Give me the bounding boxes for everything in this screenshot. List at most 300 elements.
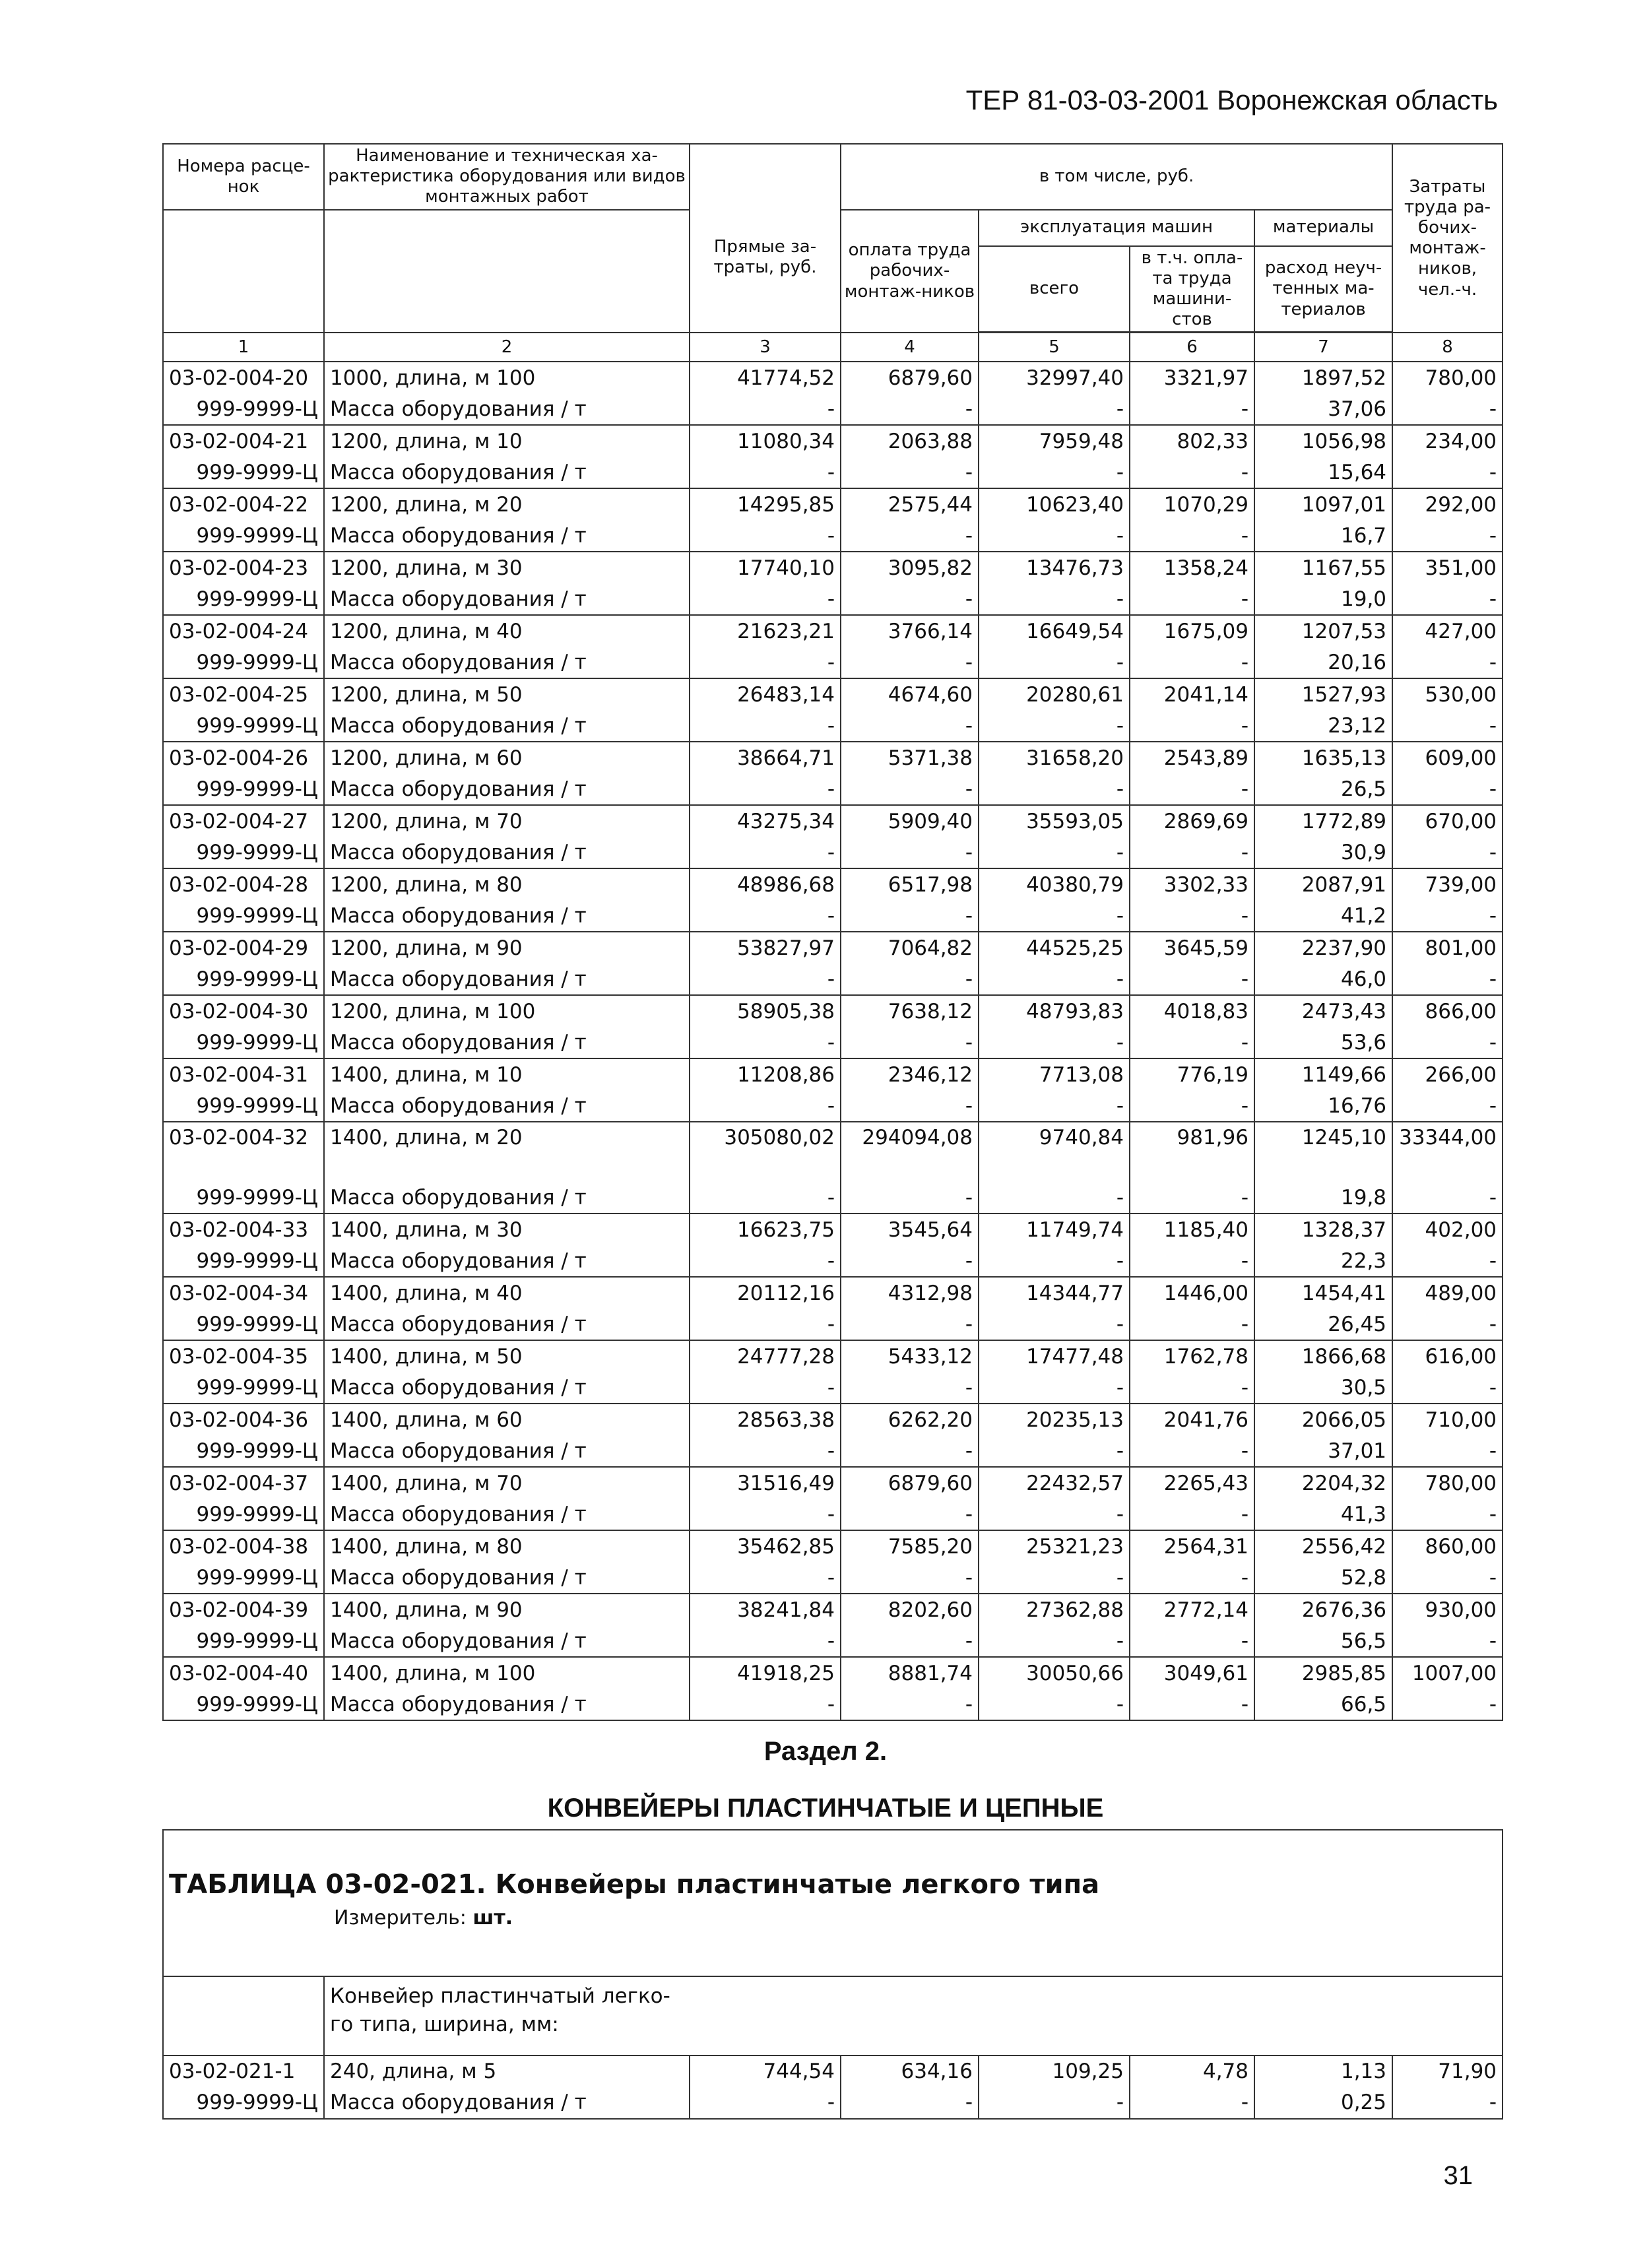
labor-pay: -: [841, 1499, 979, 1530]
rate-code: 03-02-004-21: [163, 425, 324, 457]
direct-costs: 31516,49: [690, 1467, 841, 1499]
table2-description: [324, 1976, 1503, 2056]
table-row: [163, 1214, 1503, 1245]
materials: 2087,91: [1254, 868, 1392, 900]
materials: 19,8: [1254, 1182, 1392, 1214]
table-row: [163, 425, 1503, 457]
material-name: Масса оборудования / т: [324, 1182, 690, 1214]
rate-code: 03-02-004-27: [163, 805, 324, 837]
table-row: [163, 900, 1503, 932]
labor-pay: 6262,20: [841, 1404, 979, 1435]
machines-total: -: [979, 710, 1130, 742]
labor-pay: -: [841, 1182, 979, 1214]
header-material-codes-cell: [163, 210, 324, 333]
machines-labor: -: [1130, 393, 1254, 425]
materials: 2985,85: [1254, 1657, 1392, 1689]
col-num: 5: [979, 333, 1130, 362]
col-num: 7: [1254, 333, 1392, 362]
materials: 2204,32: [1254, 1467, 1392, 1499]
direct-costs: 11208,86: [690, 1058, 841, 1090]
materials: 37,01: [1254, 1435, 1392, 1467]
table-row: [163, 362, 1503, 393]
rate-code: 03-02-004-30: [163, 995, 324, 1027]
machines-labor: -: [1130, 520, 1254, 552]
material-name: Масса оборудования / т: [324, 393, 690, 425]
labor-pay: 6879,60: [841, 362, 979, 393]
header-material-name-cell: [324, 210, 690, 333]
machines-total: -: [979, 520, 1130, 552]
machines-total: -: [979, 1090, 1130, 1122]
table-row: [163, 1530, 1503, 1562]
table-row: [163, 647, 1503, 678]
table-row: [163, 773, 1503, 805]
rate-code: 03-02-004-40: [163, 1657, 324, 1689]
table-row: [163, 1058, 1503, 1090]
machines-total: -: [979, 2087, 1130, 2119]
table-row: [163, 1499, 1503, 1530]
material-name: Масса оборудования / т: [324, 520, 690, 552]
direct-costs: 35462,85: [690, 1530, 841, 1562]
machines-labor: 2041,76: [1130, 1404, 1254, 1435]
table-row: [163, 1090, 1503, 1122]
labor-cost: -: [1392, 1562, 1503, 1594]
direct-costs: 21623,21: [690, 615, 841, 647]
material-name: Масса оборудования / т: [324, 1245, 690, 1277]
materials: 2066,05: [1254, 1404, 1392, 1435]
col-num: 4: [841, 333, 979, 362]
machines-labor: 1446,00: [1130, 1277, 1254, 1309]
rate-name: 1400, длина, м 50: [324, 1340, 690, 1372]
labor-cost: 739,00: [1392, 868, 1503, 900]
header-machines-labor: в т.ч. опла-та труда машини-стов: [1130, 246, 1254, 333]
labor-pay: -: [841, 1372, 979, 1404]
labor-cost: -: [1392, 583, 1503, 615]
direct-costs: 41918,25: [690, 1657, 841, 1689]
direct-costs: -: [690, 1499, 841, 1530]
material-code: 999-9999-Ц: [163, 1182, 324, 1214]
machines-labor: -: [1130, 2087, 1254, 2119]
materials: 30,9: [1254, 837, 1392, 868]
machines-labor: 776,19: [1130, 1058, 1254, 1090]
direct-costs: -: [690, 900, 841, 932]
labor-cost: 866,00: [1392, 995, 1503, 1027]
machines-labor: -: [1130, 1090, 1254, 1122]
labor-pay: -: [841, 1090, 979, 1122]
materials: 30,5: [1254, 1372, 1392, 1404]
machines-total: 40380,79: [979, 868, 1130, 900]
machines-labor: 802,33: [1130, 425, 1254, 457]
machines-labor: 3645,59: [1130, 932, 1254, 963]
rate-code: 03-02-004-31: [163, 1058, 324, 1090]
material-name: Масса оборудования / т: [324, 1562, 690, 1594]
labor-cost: 1007,00: [1392, 1657, 1503, 1689]
machines-total: 20280,61: [979, 678, 1130, 710]
labor-cost: 801,00: [1392, 932, 1503, 963]
labor-pay: 8881,74: [841, 1657, 979, 1689]
machines-labor: -: [1130, 837, 1254, 868]
material-name: Масса оборудования / т: [324, 1027, 690, 1058]
materials: 56,5: [1254, 1625, 1392, 1657]
table-row: [163, 995, 1503, 1027]
labor-pay: 3545,64: [841, 1214, 979, 1245]
table-row: [163, 1594, 1503, 1625]
material-name: Масса оборудования / т: [324, 583, 690, 615]
material-code: 999-9999-Ц: [163, 1090, 324, 1122]
machines-labor: 2041,14: [1130, 678, 1254, 710]
machines-labor: 2869,69: [1130, 805, 1254, 837]
rate-name: 1200, длина, м 90: [324, 932, 690, 963]
materials: 2473,43: [1254, 995, 1392, 1027]
rate-name: 1400, длина, м 60: [324, 1404, 690, 1435]
direct-costs: -: [690, 1562, 841, 1594]
rate-name: 1400, длина, м 20: [324, 1122, 690, 1182]
materials: 1149,66: [1254, 1058, 1392, 1090]
rate-name: 240, длина, м 5: [324, 2056, 690, 2087]
material-code: 999-9999-Ц: [163, 773, 324, 805]
labor-pay: 8202,60: [841, 1594, 979, 1625]
table-row: [163, 742, 1503, 773]
table-body: [163, 362, 1503, 1720]
material-name: Масса оборудования / т: [324, 1372, 690, 1404]
table-row: [163, 1182, 1503, 1214]
material-code: 999-9999-Ц: [163, 1499, 324, 1530]
machines-labor: -: [1130, 1182, 1254, 1214]
rate-name: 1200, длина, м 80: [324, 868, 690, 900]
machines-total: -: [979, 647, 1130, 678]
page-number: 31: [1443, 2161, 1473, 2190]
table-row: [163, 1404, 1503, 1435]
header-labor-cost: Затраты труда ра-бочих-монтаж-ников, чел.-ч.: [1392, 144, 1503, 333]
machines-total: -: [979, 1435, 1130, 1467]
machines-total: 31658,20: [979, 742, 1130, 773]
labor-cost: -: [1392, 710, 1503, 742]
machines-total: -: [979, 393, 1130, 425]
labor-cost: -: [1392, 773, 1503, 805]
machines-labor: 2564,31: [1130, 1530, 1254, 1562]
machines-labor: -: [1130, 1689, 1254, 1720]
labor-cost: 71,90: [1392, 2056, 1503, 2087]
machines-total: 7959,48: [979, 425, 1130, 457]
labor-pay: -: [841, 963, 979, 995]
material-code: 999-9999-Ц: [163, 1372, 324, 1404]
material-code: 999-9999-Ц: [163, 1689, 324, 1720]
table2-unit: [334, 1907, 1497, 1929]
material-name: Масса оборудования / т: [324, 710, 690, 742]
machines-total: 11749,74: [979, 1214, 1130, 1245]
labor-pay: -: [841, 1245, 979, 1277]
table-row: [163, 868, 1503, 900]
machines-total: -: [979, 773, 1130, 805]
material-name: Масса оборудования / т: [324, 2087, 690, 2119]
material-name: Масса оборудования / т: [324, 1435, 690, 1467]
machines-labor: 4018,83: [1130, 995, 1254, 1027]
materials: 2556,42: [1254, 1530, 1392, 1562]
material-code: 999-9999-Ц: [163, 1245, 324, 1277]
table-row: [163, 1657, 1503, 1689]
machines-labor: -: [1130, 1027, 1254, 1058]
material-name: Масса оборудования / т: [324, 1499, 690, 1530]
labor-pay: -: [841, 1309, 979, 1340]
direct-costs: 38664,71: [690, 742, 841, 773]
labor-pay: -: [841, 2087, 979, 2119]
machines-labor: 1358,24: [1130, 552, 1254, 583]
header-rate-numbers: Номера расце-нок: [163, 144, 324, 210]
labor-cost: 489,00: [1392, 1277, 1503, 1309]
machines-labor: -: [1130, 1562, 1254, 1594]
labor-cost: -: [1392, 1689, 1503, 1720]
direct-costs: -: [690, 1245, 841, 1277]
rate-name: 1200, длина, м 30: [324, 552, 690, 583]
machines-total: -: [979, 1245, 1130, 1277]
machines-labor: 2265,43: [1130, 1467, 1254, 1499]
labor-pay: 7585,20: [841, 1530, 979, 1562]
materials: 1897,52: [1254, 362, 1392, 393]
rate-name: 1400, длина, м 40: [324, 1277, 690, 1309]
labor-cost: 266,00: [1392, 1058, 1503, 1090]
header-including: в том числе, руб.: [841, 144, 1392, 210]
machines-total: 48793,83: [979, 995, 1130, 1027]
materials: 26,5: [1254, 773, 1392, 805]
table-row: [163, 678, 1503, 710]
machines-labor: 1762,78: [1130, 1340, 1254, 1372]
machines-total: 17477,48: [979, 1340, 1130, 1372]
section-name: КОНВЕЙЕРЫ ПЛАСТИНЧАТЫЕ И ЦЕПНЫЕ: [547, 1794, 1104, 1823]
materials: 23,12: [1254, 710, 1392, 742]
labor-pay: -: [841, 1562, 979, 1594]
rate-code: 03-02-004-26: [163, 742, 324, 773]
machines-labor: -: [1130, 583, 1254, 615]
direct-costs: -: [690, 1689, 841, 1720]
direct-costs: -: [690, 520, 841, 552]
labor-cost: 427,00: [1392, 615, 1503, 647]
labor-cost: -: [1392, 837, 1503, 868]
header-materials: материалы: [1254, 210, 1392, 246]
table-row: [163, 1122, 1503, 1182]
machines-total: 22432,57: [979, 1467, 1130, 1499]
machines-labor: -: [1130, 1309, 1254, 1340]
table-row: [163, 710, 1503, 742]
rate-name: 1400, длина, м 100: [324, 1657, 690, 1689]
labor-cost: -: [1392, 1309, 1503, 1340]
labor-cost: -: [1392, 1027, 1503, 1058]
rate-code: 03-02-004-37: [163, 1467, 324, 1499]
table-header: [163, 144, 1503, 362]
rate-name: 1200, длина, м 50: [324, 678, 690, 710]
direct-costs: -: [690, 710, 841, 742]
material-code: 999-9999-Ц: [163, 1625, 324, 1657]
direct-costs: 14295,85: [690, 488, 841, 520]
machines-labor: 4,78: [1130, 2056, 1254, 2087]
table-row: [163, 1372, 1503, 1404]
direct-costs: -: [690, 1027, 841, 1058]
materials: 66,5: [1254, 1689, 1392, 1720]
machines-total: 13476,73: [979, 552, 1130, 583]
document-header: ТЕР 81-03-03-2001 Воронежская область: [965, 84, 1498, 115]
machines-labor: 2543,89: [1130, 742, 1254, 773]
material-code: 999-9999-Ц: [163, 520, 324, 552]
material-code: 999-9999-Ц: [163, 837, 324, 868]
materials: 0,25: [1254, 2087, 1392, 2119]
rate-code: 03-02-004-20: [163, 362, 324, 393]
rates-table: [162, 143, 1503, 1721]
description-text: Конвейер пластинчатый легко-го типа, ширина, мм:: [330, 1984, 670, 2037]
materials: 19,0: [1254, 583, 1392, 615]
labor-cost: -: [1392, 1372, 1503, 1404]
machines-total: -: [979, 1625, 1130, 1657]
materials: 41,3: [1254, 1499, 1392, 1530]
col-num: 8: [1392, 333, 1503, 362]
material-name: Масса оборудования / т: [324, 1689, 690, 1720]
material-name: Масса оборудования / т: [324, 1309, 690, 1340]
labor-cost: -: [1392, 647, 1503, 678]
material-code: 999-9999-Ц: [163, 1562, 324, 1594]
rate-code: 03-02-004-36: [163, 1404, 324, 1435]
materials: 41,2: [1254, 900, 1392, 932]
materials: 1527,93: [1254, 678, 1392, 710]
labor-cost: 292,00: [1392, 488, 1503, 520]
materials: 1866,68: [1254, 1340, 1392, 1372]
direct-costs: -: [690, 773, 841, 805]
material-name: Масса оборудования / т: [324, 647, 690, 678]
rate-code: 03-02-004-32: [163, 1122, 324, 1182]
material-name: Масса оборудования / т: [324, 1625, 690, 1657]
material-name: Масса оборудования / т: [324, 963, 690, 995]
materials: 1454,41: [1254, 1277, 1392, 1309]
rate-name: 1400, длина, м 70: [324, 1467, 690, 1499]
direct-costs: 43275,34: [690, 805, 841, 837]
direct-costs: -: [690, 837, 841, 868]
materials: 1207,53: [1254, 615, 1392, 647]
material-name: Масса оборудования / т: [324, 1090, 690, 1122]
rate-code: 03-02-004-33: [163, 1214, 324, 1245]
rate-code: 03-02-004-29: [163, 932, 324, 963]
table-row: [163, 520, 1503, 552]
machines-total: -: [979, 837, 1130, 868]
machines-labor: 3302,33: [1130, 868, 1254, 900]
labor-pay: -: [841, 773, 979, 805]
direct-costs: 24777,28: [690, 1340, 841, 1372]
direct-costs: -: [690, 583, 841, 615]
direct-costs: 744,54: [690, 2056, 841, 2087]
direct-costs: 38241,84: [690, 1594, 841, 1625]
rate-code: 03-02-004-39: [163, 1594, 324, 1625]
machines-labor: 1070,29: [1130, 488, 1254, 520]
labor-cost: -: [1392, 1182, 1503, 1214]
materials: 1167,55: [1254, 552, 1392, 583]
machines-labor: -: [1130, 773, 1254, 805]
table-row: [163, 1562, 1503, 1594]
material-code: 999-9999-Ц: [163, 1435, 324, 1467]
labor-pay: 4674,60: [841, 678, 979, 710]
direct-costs: 11080,34: [690, 425, 841, 457]
machines-total: 14344,77: [979, 1277, 1130, 1309]
rate-name: 1200, длина, м 60: [324, 742, 690, 773]
unit-label: Измеритель:: [334, 1906, 467, 1929]
machines-total: 109,25: [979, 2056, 1130, 2087]
labor-pay: -: [841, 457, 979, 488]
labor-pay: 294094,08: [841, 1122, 979, 1182]
machines-total: 16649,54: [979, 615, 1130, 647]
direct-costs: -: [690, 963, 841, 995]
table2-title: ТАБЛИЦА 03-02-021. Конвейеры пластинчатые легкого типа: [169, 1869, 1100, 1900]
rate-code: 03-02-021-1: [163, 2056, 324, 2087]
labor-cost: -: [1392, 963, 1503, 995]
materials: 1772,89: [1254, 805, 1392, 837]
direct-costs: 58905,38: [690, 995, 841, 1027]
direct-costs: -: [690, 1625, 841, 1657]
labor-pay: 5909,40: [841, 805, 979, 837]
labor-pay: -: [841, 1027, 979, 1058]
table2-heading: [163, 1830, 1503, 1976]
machines-labor: -: [1130, 647, 1254, 678]
labor-pay: -: [841, 647, 979, 678]
rate-name: 1200, длина, м 10: [324, 425, 690, 457]
rate-name: 1400, длина, м 30: [324, 1214, 690, 1245]
labor-cost: 616,00: [1392, 1340, 1503, 1372]
material-code: 999-9999-Ц: [163, 2087, 324, 2119]
materials: 1097,01: [1254, 488, 1392, 520]
machines-labor: -: [1130, 457, 1254, 488]
labor-cost: -: [1392, 1245, 1503, 1277]
material-code: 999-9999-Ц: [163, 1027, 324, 1058]
direct-costs: -: [690, 647, 841, 678]
table-row: [163, 552, 1503, 583]
rate-name: 1200, длина, м 20: [324, 488, 690, 520]
header-work-name: Наименование и техническая ха-рактеристика оборудования или видов монтажных работ: [324, 144, 690, 210]
col-num: 6: [1130, 333, 1254, 362]
direct-costs: 48986,68: [690, 868, 841, 900]
labor-pay: 6517,98: [841, 868, 979, 900]
table-row: [163, 1625, 1503, 1657]
labor-pay: -: [841, 837, 979, 868]
machines-total: -: [979, 1182, 1130, 1214]
direct-costs: -: [690, 1309, 841, 1340]
table-row: [163, 1435, 1503, 1467]
table-row: [163, 1245, 1503, 1277]
machines-labor: 1675,09: [1130, 615, 1254, 647]
labor-pay: -: [841, 393, 979, 425]
labor-cost: -: [1392, 1625, 1503, 1657]
material-code: 999-9999-Ц: [163, 647, 324, 678]
materials: 1635,13: [1254, 742, 1392, 773]
rate-code: 03-02-004-25: [163, 678, 324, 710]
table-row: [163, 2056, 1503, 2087]
header-materials-sub: расход неуч-тенных ма-териалов: [1254, 246, 1392, 333]
machines-total: -: [979, 963, 1130, 995]
materials: 16,76: [1254, 1090, 1392, 1122]
labor-cost: 780,00: [1392, 362, 1503, 393]
table-row: [163, 1689, 1503, 1720]
machines-labor: 1185,40: [1130, 1214, 1254, 1245]
machines-labor: -: [1130, 963, 1254, 995]
materials: 37,06: [1254, 393, 1392, 425]
direct-costs: 17740,10: [690, 552, 841, 583]
rate-name: 1000, длина, м 100: [324, 362, 690, 393]
materials: 2676,36: [1254, 1594, 1392, 1625]
machines-total: -: [979, 1372, 1130, 1404]
labor-cost: 710,00: [1392, 1404, 1503, 1435]
labor-pay: 7638,12: [841, 995, 979, 1027]
labor-pay: 4312,98: [841, 1277, 979, 1309]
labor-pay: 2063,88: [841, 425, 979, 457]
machines-total: 7713,08: [979, 1058, 1130, 1090]
direct-costs: 26483,14: [690, 678, 841, 710]
labor-pay: -: [841, 710, 979, 742]
rate-name: 1200, длина, м 100: [324, 995, 690, 1027]
material-name: Масса оборудования / т: [324, 773, 690, 805]
direct-costs: 305080,02: [690, 1122, 841, 1182]
direct-costs: -: [690, 393, 841, 425]
